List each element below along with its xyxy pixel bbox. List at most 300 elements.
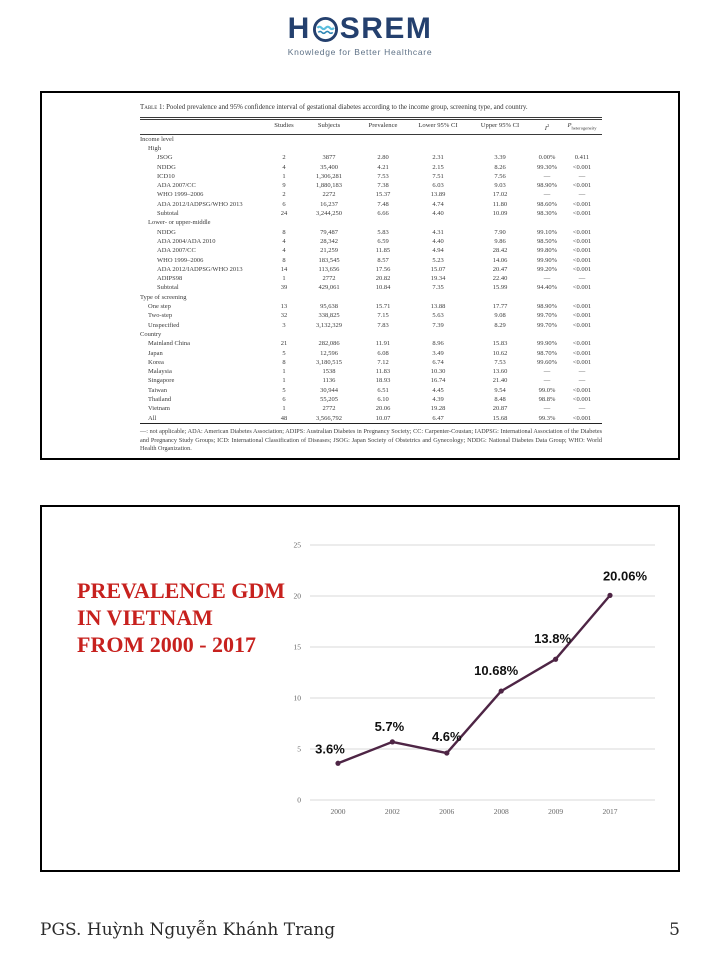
row-value (300, 330, 358, 339)
table-row (140, 163, 602, 172)
row-value: 3,244,250 (316, 210, 342, 218)
row-value: 3.49 (432, 349, 444, 357)
row-value: 13 (280, 303, 288, 311)
table-row (140, 218, 602, 227)
row-value: 8 (282, 228, 286, 236)
row-label: Thailand (148, 396, 172, 403)
chart-heading (77, 577, 285, 658)
table-column-header (140, 120, 268, 134)
row-value: 48 (280, 414, 288, 422)
row-value: 30,944 (320, 386, 338, 394)
row-value: 338,825 (318, 312, 340, 320)
row-value: 8.29 (494, 321, 506, 329)
logo-globe-wave-icon (312, 16, 339, 43)
table-column-header: Prevalence (368, 121, 398, 129)
row-value: 20.06 (375, 405, 391, 413)
table-row (140, 404, 602, 413)
row-value: — (578, 275, 586, 283)
row-value: 98.30% (536, 210, 558, 218)
row-value: 5 (282, 386, 286, 394)
row-value: 98.60% (536, 200, 558, 208)
row-value: <0.001 (572, 228, 592, 236)
footer-page-number: 5 (669, 920, 680, 940)
row-value: 24 (280, 210, 288, 218)
y-axis-tick-label: 25 (293, 540, 301, 550)
row-value (300, 218, 358, 227)
row-value (562, 330, 602, 339)
row-value: 4.31 (432, 228, 444, 236)
row-value: 9.08 (494, 312, 506, 320)
row-value: 13.89 (430, 191, 446, 199)
row-value: 6.08 (377, 349, 389, 357)
row-value: 11.83 (375, 368, 391, 376)
row-value: 15.99 (492, 284, 508, 292)
row-value: 21 (280, 340, 288, 348)
row-value (268, 218, 300, 227)
row-value: 9.03 (494, 182, 506, 190)
row-value: 21.40 (492, 377, 508, 385)
table-title-prefix: Table 1: (140, 104, 165, 111)
row-label: One step (148, 303, 171, 311)
row-value: <0.001 (572, 237, 592, 245)
row-value: 5.63 (432, 312, 444, 320)
row-label: NDDG (157, 228, 176, 236)
row-value: 7.53 (377, 172, 389, 180)
row-value: 10.84 (375, 284, 391, 292)
row-value: 2.15 (432, 163, 444, 171)
row-value: 4 (282, 163, 286, 171)
logo-text-right: SREM (339, 12, 433, 45)
row-value: 3877 (322, 154, 336, 162)
row-label: Subtotal (157, 210, 179, 218)
row-value: 10.62 (492, 349, 508, 357)
row-value: — (543, 368, 551, 376)
table-panel (40, 91, 680, 460)
row-value: <0.001 (572, 200, 592, 208)
row-value: 7.53 (494, 358, 506, 366)
y-axis-tick-label: 20 (293, 591, 301, 601)
header-logo (0, 14, 720, 57)
row-label: Type of screening (140, 293, 187, 301)
row-value: 3 (282, 321, 286, 329)
chart-heading-line-1: PREVALENCE GDM (77, 578, 286, 603)
row-value: — (543, 275, 551, 283)
row-value: 8.57 (377, 256, 389, 264)
row-value: 99.0% (538, 386, 556, 394)
row-value (468, 144, 532, 153)
row-value: 6.74 (432, 358, 444, 366)
row-value: 15.37 (375, 191, 391, 199)
row-value: 3,132,329 (316, 321, 342, 329)
row-value: 28,342 (320, 237, 338, 245)
row-value: 6 (282, 200, 286, 208)
row-value: 8.48 (494, 396, 506, 403)
row-value: 7.90 (494, 228, 506, 236)
row-value: — (543, 377, 551, 385)
row-value: 20.82 (375, 275, 391, 283)
row-value: <0.001 (572, 396, 592, 403)
row-value: 7.38 (377, 182, 389, 190)
chart-panel (40, 505, 680, 872)
table-column-header: $P_{heterogeneity}$ (567, 121, 597, 130)
table-row (140, 330, 602, 339)
slide-footer (40, 920, 680, 940)
row-value (358, 330, 408, 339)
table-row (140, 274, 602, 283)
row-value: 7.39 (432, 321, 444, 329)
row-value: 32 (280, 312, 288, 320)
table-row (140, 311, 602, 320)
row-value: 99.70% (536, 312, 558, 320)
pooled-prevalence-table (140, 104, 602, 454)
row-value: 6.59 (377, 237, 389, 245)
y-axis-tick-label: 10 (293, 693, 301, 703)
row-label: WHO 1999–2006 (157, 191, 204, 199)
row-label: ICD10 (157, 172, 175, 180)
row-value: 4 (282, 247, 286, 255)
row-label: Unspecified (148, 321, 180, 329)
table-title-text: Pooled prevalence and 95% confidence interval of gestational diabetes according to the income group, screening type, and country. (164, 104, 528, 111)
row-value: 1 (282, 377, 286, 385)
row-value: 17.02 (492, 191, 508, 199)
table-row (140, 358, 602, 367)
row-value: 22.40 (492, 275, 508, 283)
y-axis-tick-label: 5 (297, 744, 301, 754)
row-value: 1136 (322, 377, 336, 385)
row-value (268, 144, 300, 153)
row-label: Income level (140, 135, 174, 143)
row-value: 4.39 (432, 396, 444, 403)
row-value: 113,656 (318, 265, 340, 273)
logo-wordmark (0, 14, 720, 44)
row-value (358, 218, 408, 227)
row-value: 20.87 (492, 405, 508, 413)
row-value (562, 144, 602, 153)
row-value: 98.8% (538, 396, 556, 403)
row-value: 10.07 (375, 414, 391, 422)
table-row (140, 172, 602, 181)
row-label: ADA 2007/CC (157, 182, 196, 190)
table-row (140, 237, 602, 246)
row-value (408, 330, 468, 339)
row-value (532, 135, 562, 144)
row-value: 9 (282, 182, 286, 190)
data-point-label: 4.6% (431, 729, 462, 745)
y-axis-tick-label: 15 (293, 642, 301, 652)
row-value (358, 135, 408, 144)
row-value (268, 293, 300, 302)
table-row (140, 265, 602, 274)
row-value: <0.001 (572, 210, 592, 218)
x-axis-tick-label: 2006 (439, 807, 455, 816)
row-value (468, 135, 532, 144)
row-value: 2.31 (432, 154, 444, 162)
data-point-marker (335, 761, 340, 766)
table-footnote: —: not applicable; ADA: American Diabetes Association; ADIPS: Australian Diabetes in Pregnancy Society; CC: Carpenter-Coustan; IADPSG: International Association of the Diabetes and Pregnancy Study Groups; ICD: International Classification of Diseases; JSOG: Japan Society of Obstetrics and Gynecology; NDDG: National Diabetes Data Group; WHO: World Health Organization. (140, 427, 602, 453)
row-value: 2772 (322, 275, 336, 283)
table-row (140, 414, 602, 423)
row-label: Mainland China (148, 340, 191, 348)
row-value: 7.51 (432, 172, 444, 180)
row-value: 1 (282, 275, 286, 283)
row-value: 7.12 (377, 358, 389, 366)
row-value: 1,880,183 (316, 182, 342, 190)
row-value: 99.70% (536, 321, 558, 329)
row-value (532, 330, 562, 339)
row-value: <0.001 (572, 284, 592, 292)
table-row (140, 228, 602, 237)
row-value: 7.35 (432, 284, 444, 292)
row-value: 2272 (322, 191, 336, 199)
table-row (140, 349, 602, 358)
row-value (562, 135, 602, 144)
row-label: Lower- or upper-middle (148, 219, 211, 227)
row-value: 16,237 (320, 200, 338, 208)
row-value: 19.34 (430, 275, 446, 283)
row-value: 7.56 (494, 172, 506, 180)
chart-heading-line-2: IN VIETNAM (77, 605, 213, 630)
row-value: 15.68 (492, 414, 508, 422)
row-value: — (578, 377, 586, 385)
row-label: Japan (148, 349, 163, 357)
row-value: <0.001 (572, 414, 592, 422)
row-label: Country (140, 330, 162, 338)
row-value: 95,638 (320, 303, 338, 311)
row-value: — (578, 191, 586, 199)
row-value: 4 (282, 237, 286, 245)
row-value: 2772 (322, 405, 336, 413)
row-value: <0.001 (572, 303, 592, 311)
data-point-marker (444, 750, 449, 755)
table-column-header: Upper 95% CI (480, 121, 520, 129)
row-label: Singapore (148, 377, 175, 385)
row-label: ADIPS98 (157, 275, 183, 283)
row-value: 10.09 (492, 210, 508, 218)
row-value (562, 293, 602, 302)
row-value: 4.21 (377, 163, 389, 171)
row-value: 14 (280, 265, 288, 273)
table-title (140, 104, 602, 113)
row-value: 13.60 (492, 368, 508, 376)
row-value: <0.001 (572, 265, 592, 273)
row-value: 99.90% (536, 256, 558, 264)
row-value (408, 218, 468, 227)
row-value: 99.3% (538, 414, 556, 422)
row-label: Taiwan (148, 386, 168, 394)
row-value (468, 293, 532, 302)
row-value: 4.40 (432, 237, 444, 245)
row-value: 7.48 (377, 200, 389, 208)
table-row (140, 321, 602, 330)
row-value: 11.80 (492, 200, 508, 208)
row-value: 15.71 (375, 303, 391, 311)
table-row (140, 283, 602, 292)
row-value: 3,180,515 (316, 358, 342, 366)
row-value: 6.10 (377, 396, 389, 403)
row-value (468, 330, 532, 339)
row-label: ADA 2012/IADPSG/WHO 2013 (157, 265, 243, 273)
row-value: 14.06 (492, 256, 508, 264)
row-value: — (578, 172, 586, 180)
row-value: 5 (282, 349, 286, 357)
row-value: 9.86 (494, 237, 506, 245)
data-point-label: 5.7% (374, 718, 405, 734)
row-label: Two-step (148, 312, 173, 320)
data-point-label: 20.06% (602, 568, 648, 584)
row-value: 1 (282, 172, 286, 180)
row-value: 1,306,281 (316, 172, 342, 180)
row-value: 79,487 (320, 228, 338, 236)
row-value (532, 144, 562, 153)
table-column-header: Studies (274, 121, 294, 129)
row-value: 3,566,792 (316, 414, 342, 422)
row-label: Korea (148, 358, 164, 366)
row-value: <0.001 (572, 312, 592, 320)
row-value: 2.80 (377, 154, 389, 162)
row-value: 19.28 (430, 405, 446, 413)
row-value: 2 (282, 154, 286, 162)
row-value (532, 218, 562, 227)
row-value: — (543, 172, 551, 180)
row-value (358, 293, 408, 302)
table-row (140, 293, 602, 302)
logo-text-left: H (287, 12, 311, 45)
row-value (268, 135, 300, 144)
row-value: 6.03 (432, 182, 444, 190)
row-value: 6.47 (432, 414, 444, 422)
row-label: ADA 2012/IADPSG/WHO 2013 (157, 200, 243, 208)
row-value: 98.50% (536, 237, 558, 245)
row-value: 13.88 (430, 303, 446, 311)
data-point-marker (607, 593, 612, 598)
row-value: 15.07 (430, 265, 446, 273)
row-value: 4.74 (432, 200, 444, 208)
table-column-header: Lower 95% CI (418, 121, 458, 129)
row-value: 99.30% (536, 163, 558, 171)
y-axis-tick-label: 0 (297, 795, 301, 805)
row-value: 17.56 (375, 265, 391, 273)
row-value: — (578, 405, 586, 413)
row-value (468, 218, 532, 227)
table-row (140, 256, 602, 265)
chart-heading-line-3: FROM 2000 - 2017 (77, 632, 257, 657)
table-row (140, 135, 602, 144)
data-point-label: 10.68% (474, 663, 519, 679)
row-value: 99.60% (536, 358, 558, 366)
row-label: ADA 2007/CC (157, 247, 196, 255)
x-axis-tick-label: 2000 (330, 807, 346, 816)
row-label: WHO 1999–2006 (157, 256, 204, 264)
table-row (140, 376, 602, 385)
logo-tagline: Knowledge for Better Healthcare (287, 47, 433, 57)
table-rows (140, 135, 602, 423)
row-value: — (543, 405, 551, 413)
row-value: — (543, 191, 551, 199)
row-value: <0.001 (572, 386, 592, 394)
row-value: 20.47 (492, 265, 508, 273)
prevalence-series-line (338, 595, 610, 763)
row-value: 55,205 (320, 396, 338, 403)
row-value: 18.93 (375, 377, 391, 385)
row-value: 5.83 (377, 228, 389, 236)
row-label: Malaysia (148, 368, 172, 376)
row-value: 4.94 (432, 247, 444, 255)
table-row (140, 153, 602, 162)
row-value: 0.411 (574, 154, 590, 162)
row-value: 98.70% (536, 349, 558, 357)
row-label: Subtotal (157, 284, 179, 292)
table-row (140, 339, 602, 348)
row-value: <0.001 (572, 349, 592, 357)
table-row (140, 190, 602, 199)
row-value: <0.001 (572, 256, 592, 264)
x-axis-tick-label: 2002 (384, 807, 400, 816)
row-label: All (148, 414, 157, 422)
table-row (140, 200, 602, 209)
row-value (562, 218, 602, 227)
row-value: 2 (282, 191, 286, 199)
row-value: 9.54 (494, 386, 506, 394)
row-value: 7.83 (377, 321, 389, 329)
row-value: 6.51 (377, 386, 389, 394)
row-value: 16.74 (430, 377, 446, 385)
row-label: NDDG (157, 163, 176, 171)
table-row (140, 367, 602, 376)
row-value: 10.30 (430, 368, 446, 376)
row-value: 8.96 (432, 340, 444, 348)
row-value: 8 (282, 256, 286, 264)
row-value: 8 (282, 358, 286, 366)
row-value: 6 (282, 396, 286, 403)
row-value: 12,596 (320, 349, 338, 357)
row-value: 11.91 (375, 340, 391, 348)
row-value: <0.001 (572, 163, 592, 171)
data-point-marker (499, 688, 504, 693)
x-axis-tick-label: 2017 (602, 807, 618, 816)
row-value: 282,086 (318, 340, 340, 348)
row-label: High (148, 144, 161, 152)
row-value: 1 (282, 405, 286, 413)
table-row (140, 144, 602, 153)
row-value: <0.001 (572, 358, 592, 366)
row-value (300, 144, 358, 153)
row-value: 98.90% (536, 182, 558, 190)
row-value: <0.001 (572, 321, 592, 329)
row-value: 28.42 (492, 247, 508, 255)
row-value: 1 (282, 368, 286, 376)
data-point-marker (390, 739, 395, 744)
table-row (140, 246, 602, 255)
x-axis-tick-label: 2008 (493, 807, 509, 816)
data-point-marker (553, 657, 558, 662)
row-value: 8.26 (494, 163, 506, 171)
row-value (268, 330, 300, 339)
row-value: <0.001 (572, 182, 592, 190)
row-value: 0.00% (538, 154, 556, 162)
row-value: 17.77 (492, 303, 508, 311)
row-value: 4.45 (432, 386, 444, 394)
row-value: 1538 (322, 368, 336, 376)
row-value: 11.85 (375, 247, 391, 255)
table-row (140, 386, 602, 395)
row-value (358, 144, 408, 153)
row-value: 4.40 (432, 210, 444, 218)
table-row (140, 209, 602, 218)
row-value: 429,061 (318, 284, 340, 292)
row-label: JSOG (157, 154, 173, 162)
data-point-label: 3.6% (315, 741, 345, 757)
row-value: 99.20% (536, 265, 558, 273)
